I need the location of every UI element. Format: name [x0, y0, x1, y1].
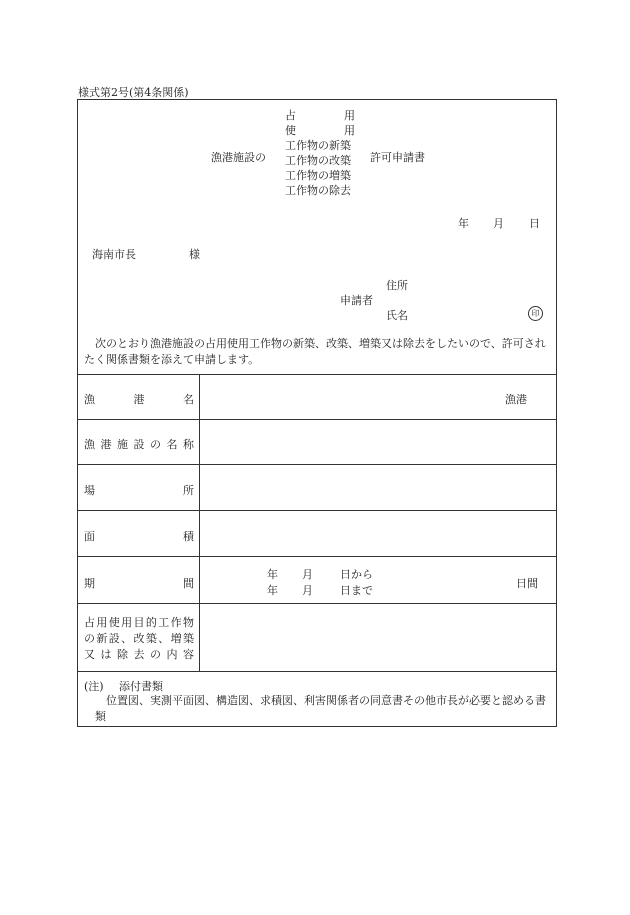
row-divider — [78, 510, 556, 511]
kind-new-build: 工作物の新築 — [285, 139, 351, 152]
kind-remove: 工作物の除去 — [285, 184, 351, 197]
label-char: 施 — [117, 438, 128, 451]
label-char: 、 — [121, 632, 133, 645]
port-name-label — [84, 391, 194, 407]
title-kinds — [285, 108, 355, 198]
label-char: 新 — [96, 632, 108, 645]
label-char: 期 — [84, 577, 95, 590]
name-label: 氏名 — [386, 309, 408, 322]
application-form — [77, 99, 557, 727]
label-char: 面 — [84, 530, 95, 543]
label-char: 増 — [170, 632, 182, 645]
addressee-name: 海南市長 — [92, 248, 136, 261]
date-month: 月 — [493, 217, 504, 230]
kind-extend: 工作物の増築 — [285, 169, 351, 182]
row-divider — [78, 464, 556, 465]
port-name-value: 漁港 — [505, 393, 527, 406]
label-char: 名 — [183, 393, 194, 406]
table-top-line — [78, 374, 556, 375]
period-from-month: 月 — [302, 568, 313, 581]
title-prefix: 漁港施設の — [211, 151, 266, 164]
seal-mark: 印 — [528, 306, 543, 321]
label-char: の — [84, 632, 95, 645]
row-divider — [78, 419, 556, 420]
notes-label: (注) — [84, 680, 104, 693]
period-days: 日間 — [516, 577, 538, 590]
label-char: 改 — [133, 632, 145, 645]
period-to-day: 日まで — [340, 584, 373, 597]
period-to-month: 月 — [302, 584, 313, 597]
label-char: の — [150, 438, 161, 451]
label-char: 場 — [84, 484, 95, 497]
label-char: 間 — [183, 577, 194, 590]
application-statement: 次のとおり漁港施設の占用使用工作物の新築、改築、増築又は除去をしたいので、許可されたく関係書類を添えて申請します。 — [84, 337, 546, 366]
label-char: 容 — [183, 648, 194, 661]
label-column-divider — [199, 374, 200, 671]
label-char: 港 — [133, 393, 145, 406]
notes-heading: 添付書類 — [119, 680, 163, 693]
label-char: 占 — [84, 616, 95, 629]
notes-divider — [78, 671, 556, 672]
place-label — [84, 482, 194, 498]
address-label: 住所 — [386, 279, 408, 292]
label-char: 物 — [183, 616, 194, 629]
facility-name-label — [84, 436, 194, 452]
label-char: 使 — [108, 616, 120, 629]
label-char: は — [100, 648, 112, 661]
period-label — [84, 575, 194, 591]
notes-text: 位置図、実測平面図、構造図、求積図、利害関係者の同意書その他市長が必要と認める書類 — [95, 694, 546, 723]
purpose-line3 — [84, 646, 194, 662]
label-char: 工 — [158, 616, 170, 629]
label-char: 目 — [133, 616, 145, 629]
period-from-day: 日から — [340, 568, 373, 581]
label-char: 、 — [158, 632, 170, 645]
label-char: 内 — [166, 648, 178, 661]
date-day: 日 — [529, 217, 540, 230]
form-number-label: 様式第2号(第4条関係) — [78, 86, 189, 99]
label-char: 漁 — [84, 438, 95, 451]
period-from-year: 年 — [267, 568, 278, 581]
row-divider — [78, 556, 556, 557]
purpose-line2 — [84, 630, 194, 646]
addressee-honorific: 様 — [189, 248, 200, 261]
title-suffix: 許可申請書 — [370, 151, 425, 164]
label-char: 用 — [96, 616, 108, 629]
purpose-line1 — [84, 614, 194, 630]
label-char: 築 — [145, 632, 157, 645]
label-char: 又 — [84, 648, 95, 661]
applicant-label: 申請者 — [340, 294, 373, 307]
area-label — [84, 528, 194, 544]
kind-rebuild: 工作物の改築 — [285, 154, 351, 167]
label-char: 除 — [117, 648, 128, 661]
label-char: 作 — [170, 616, 182, 629]
date-year: 年 — [458, 217, 469, 230]
label-char: 名 — [166, 438, 178, 451]
label-char: 所 — [183, 484, 194, 497]
label-char: 設 — [108, 632, 120, 645]
kind-use: 使 用 — [285, 124, 355, 137]
kind-occupy: 占 用 — [285, 109, 355, 122]
label-char: 港 — [100, 438, 112, 451]
label-char: 的 — [145, 616, 157, 629]
period-to-year: 年 — [267, 584, 278, 597]
label-char: 用 — [121, 616, 133, 629]
row-divider — [78, 603, 556, 604]
label-char: 積 — [183, 530, 194, 543]
label-char: 築 — [183, 632, 194, 645]
label-char: の — [150, 648, 161, 661]
label-char: 漁 — [84, 393, 95, 406]
label-char: 去 — [133, 648, 145, 661]
label-char: 設 — [133, 438, 145, 451]
label-char: 称 — [183, 438, 194, 451]
